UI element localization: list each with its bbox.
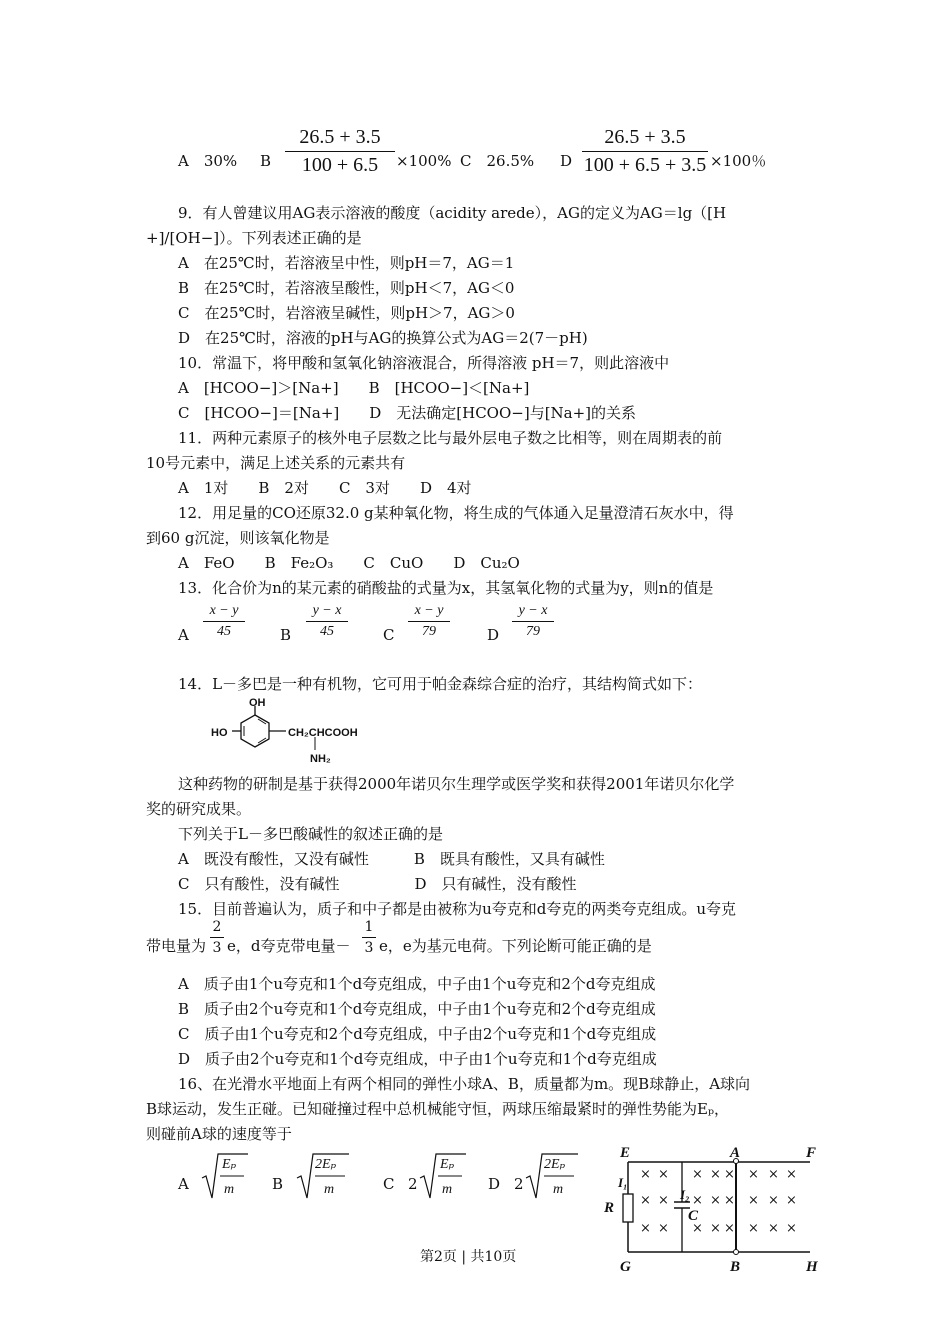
q13-c-label: C [383,626,395,644]
q15-line2-c: e，e为基元电荷。下列论断可能正确的是 [379,937,652,955]
q16-line2: B球运动，发生正碰。已知碰撞过程中总机械能守恒，两球压缩最紧时的弹性势能为Eₚ， [146,1100,729,1118]
q13-a-num: x − y [209,603,239,618]
q8-option-d-tail: ×100％ [710,152,767,170]
q8-d-numerator: 26.5 + 3.5 [604,126,686,148]
circuit-label-g: G [620,1259,631,1275]
field-cross: × [786,1167,797,1182]
q13-b-fraction [306,603,348,640]
q12-options: A FeO B Fe₂O₃ C CuO D Cu₂O [178,554,520,572]
q9-option-d: D 在25℃时，溶液的pH与AG的换算公式为AG＝2(7－pH) [178,329,588,347]
q13-d-den: 79 [526,624,540,639]
q11-options: A 1对 B 2对 C 3对 D 4对 [178,479,472,497]
q14-para2: 奖的研究成果。 [146,800,252,818]
field-cross: × [658,1221,669,1236]
q15-f1-num: 2 [212,919,222,935]
q16-b-num: 2Eₚ [315,1157,337,1172]
q14-options-cd: C 只有酸性，没有碱性 D 只有碱性，没有酸性 [178,875,577,893]
field-cross: × [710,1193,721,1208]
l-dopa-structure [200,692,380,768]
q13-a-fraction [203,603,245,640]
field-cross: × [768,1193,779,1208]
q13-d-fraction [512,603,554,640]
q13-c-num: x − y [414,603,444,618]
q16-a-den: m [224,1182,235,1197]
circuit-label-h: H [806,1259,818,1275]
field-cross: × [748,1221,759,1236]
q10-options-ab: A [HCOO−]＞[Na+] B [HCOO−]＜[Na+] [178,379,530,397]
q8-b-numerator: 26.5 + 3.5 [299,126,381,148]
field-cross: × [692,1167,703,1182]
struct-nh2: NH₂ [310,753,331,765]
q9-option-b: B 在25℃时，若溶液呈酸性，则pH＜7，AG＜0 [178,279,515,297]
q16-a-num: Eₚ [222,1157,237,1172]
q15-option-d: D 质子由2个u夸克和1个d夸克组成，中子由1个u夸克和1个d夸克组成 [178,1050,657,1068]
q8-option-b-tail: ×100% [396,152,452,170]
q13-c-den: 79 [422,624,436,639]
q16-a-label: A [178,1175,189,1193]
q13-a-label: A [178,626,189,644]
circuit-label-f: F [806,1145,817,1161]
q8-option-b-fraction [285,126,395,177]
circuit-label-e: E [620,1145,631,1161]
field-cross: × [692,1221,703,1236]
field-cross: × [724,1167,735,1182]
q15-option-b: B 质子由2个u夸克和1个d夸克组成，中子由1个u夸克和2个d夸克组成 [178,1000,656,1018]
field-cross: × [748,1167,759,1182]
q16-d-num: 2Eₚ [544,1157,566,1172]
q15-line1: 15．目前普遍认为，质子和中子都是由被称为u夸克和d夸克的两类夸克组成。u夸克 [178,900,737,918]
q15-fraction-two-thirds [210,919,224,956]
field-cross: × [786,1221,797,1236]
page-footer: 第2页 | 共10页 [420,1249,517,1265]
q8-option-d-label: D [560,152,573,170]
field-cross: × [786,1193,797,1208]
circuit-label-i2: I₂ [680,1187,690,1202]
q13-stem: 13．化合价为n的某元素的硝酸盐的式量为x，其氢氧化物的式量为y，则n的值是 [178,579,714,597]
q12-line2: 到60 g沉淀，则该氧化物是 [146,529,330,547]
q15-line2-b: e，d夸克带电量－ [227,937,351,955]
field-cross: × [724,1221,735,1236]
q8-option-c: C 26.5% [460,152,535,170]
q8-option-d-fraction [582,126,708,177]
q15-option-a: A 质子由1个u夸克和1个d夸克组成，中子由1个u夸克和2个d夸克组成 [178,975,656,993]
q15-f2-num: 1 [364,919,374,935]
circuit-label-b: B [730,1259,741,1275]
q15-fraction-one-third [362,919,376,956]
field-cross: × [640,1167,651,1182]
q8-option-a: A 30% [178,152,238,170]
q8-option-b-label: B [260,152,272,170]
q15-option-c: C 质子由1个u夸克和2个d夸克组成，中子由2个u夸克和1个d夸克组成 [178,1025,657,1043]
field-cross: × [768,1221,779,1236]
struct-oh: OH [249,697,266,709]
q10-stem: 10．常温下，将甲酸和氢氧化钠溶液混合，所得溶液 pH＝7，则此溶液中 [178,354,670,372]
field-cross: × [658,1167,669,1182]
q15-line2-a: 带电量为 [146,937,207,955]
q16-line3: 则碰前A球的速度等于 [146,1125,292,1143]
struct-ho: HO [211,727,228,739]
q16-c-label: C [383,1175,395,1193]
q16-d-label: D [488,1175,501,1193]
q11-line1: 11．两种元素原子的核外电子层数之比与最外层电子数之比相等，则在周期表的前 [178,429,723,447]
circuit-diagram [600,1140,830,1280]
q9-line2: +]/[OH−]）。下列表述正确的是 [146,229,362,247]
q9-option-c: C 在25℃时，岩溶液呈碱性，则pH＞7，AG＞0 [178,304,515,322]
field-cross: × [748,1193,759,1208]
q9-option-a: A 在25℃时，若溶液呈中性，则pH＝7，AG＝1 [178,254,515,272]
q13-b-den: 45 [320,624,334,639]
q13-a-den: 45 [217,624,231,639]
q11-line2: 10号元素中，满足上述关系的元素共有 [146,454,406,472]
q13-d-label: D [487,626,500,644]
q8-d-denominator: 100 + 6.5 + 3.5 [583,154,707,176]
field-cross: × [640,1193,651,1208]
q10-options-cd: C [HCOO−]＝[Na+] D 无法确定[HCOO−]与[Na+]的关系 [178,404,637,422]
circuit-label-a: A [730,1145,741,1161]
field-cross: × [640,1221,651,1236]
q14-ask: 下列关于L－多巴酸碱性的叙述正确的是 [178,825,443,843]
q12-line1: 12．用足量的CO还原32.0 g某种氧化物，将生成的气体通入足量澄清石灰水中，得 [178,504,734,522]
q16-line1: 16、在光滑水平地面上有两个相同的弹性小球A、B，质量都为m。现B球静止，A球向 [178,1075,751,1093]
field-cross: × [692,1193,703,1208]
q16-d-coef: 2 [514,1175,524,1193]
circuit-label-i1: I₁ [618,1175,628,1190]
circuit-label-c: C [688,1208,699,1224]
field-cross: × [710,1167,721,1182]
q14-para1: 这种药物的研制是基于获得2000年诺贝尔生理学或医学奖和获得2001年诺贝尔化学 [178,775,735,793]
field-cross: × [724,1193,735,1208]
q16-c-coef: 2 [408,1175,418,1193]
q16-d-den: m [553,1182,564,1197]
struct-chain: CH₂CHCOOH [288,727,358,739]
q13-c-fraction [408,603,450,640]
field-cross: × [768,1167,779,1182]
q13-b-num: y − x [312,603,342,618]
q14-stem: 14．L－多巴是一种有机物，它可用于帕金森综合症的治疗，其结构简式如下： [178,675,703,693]
q15-f1-den: 3 [212,940,222,956]
q9-line1: 9．有人曾建议用AG表示溶液的酸度（acidity arede），AG的定义为AG＝lg（[H [178,204,727,222]
q8-b-denominator: 100 + 6.5 [301,154,379,176]
q14-options-ab: A 既没有酸性，又没有碱性 B 既具有酸性，又具有碱性 [178,850,605,868]
q16-c-num: Eₚ [440,1157,455,1172]
q16-c-den: m [442,1182,453,1197]
q15-f2-den: 3 [364,940,374,956]
q13-d-num: y − x [518,603,548,618]
circuit-label-r: R [604,1200,615,1216]
q16-b-label: B [272,1175,284,1193]
q16-b-den: m [324,1182,335,1197]
q13-b-label: B [280,626,292,644]
field-cross: × [710,1221,721,1236]
field-cross: × [658,1193,669,1208]
